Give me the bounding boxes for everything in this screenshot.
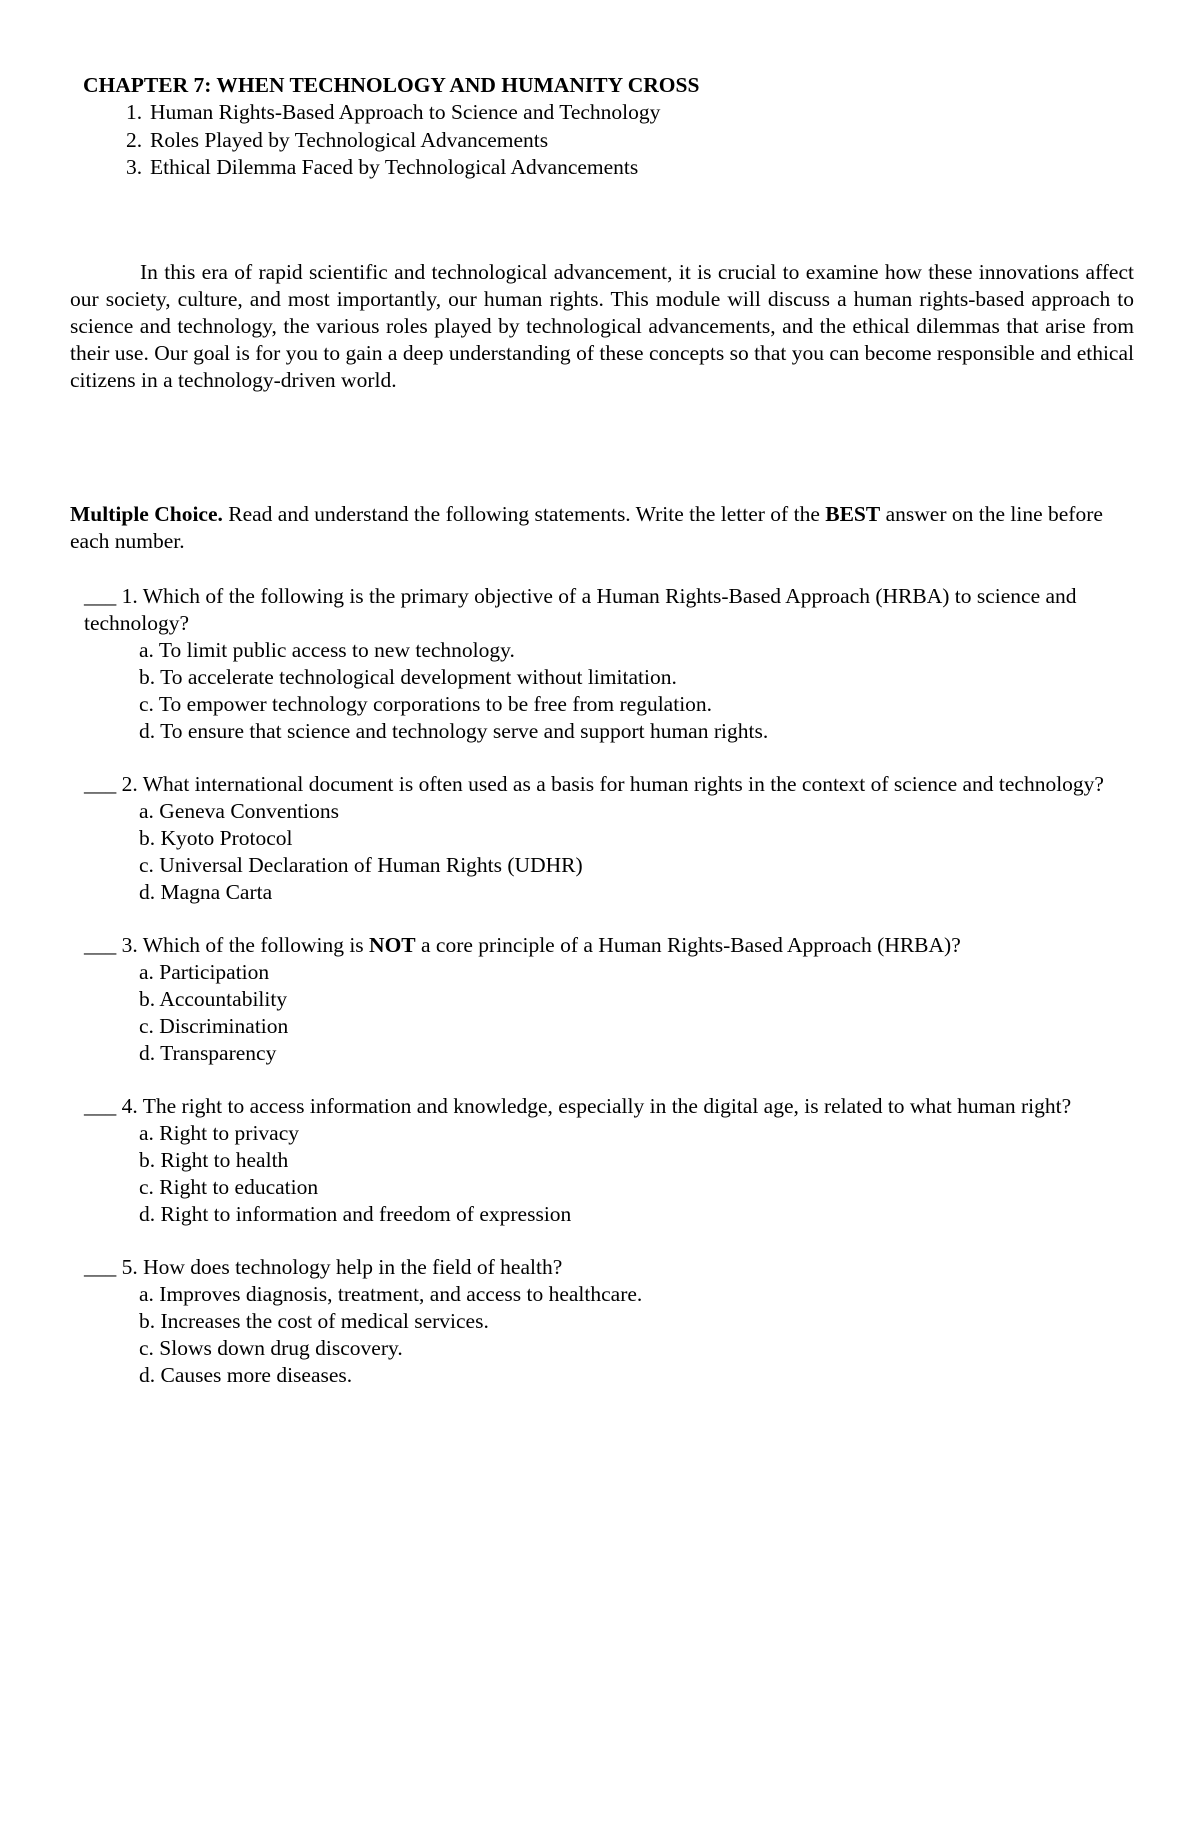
instructions bbox=[70, 501, 1134, 555]
question-stem-text: ___ 3. Which of the following is bbox=[84, 933, 370, 957]
topic-item bbox=[126, 154, 660, 182]
choice-item: a. To limit public access to new technology. bbox=[139, 638, 515, 662]
instructions-emphasis: BEST bbox=[825, 502, 881, 526]
choice-item: c. To empower technology corporations to be free from regulation. bbox=[139, 692, 713, 716]
choice-list bbox=[84, 959, 1134, 1067]
choice-item: a. Improves diagnosis, treatment, and access to healthcare. bbox=[139, 1282, 643, 1306]
instructions-label: Multiple Choice. bbox=[70, 502, 223, 526]
choice-list bbox=[84, 798, 1134, 906]
intro-paragraph: In this era of rapid scientific and technological advancement, it is crucial to examine how these innovations affect our society, culture, and most importantly, our human rights. This module will discuss a human rights-based approach to science and technology, the various roles played by technological advancements, and the ethical dilemmas that arise from their use. Our goal is for you to gain a deep understanding of these concepts so that you can become responsible and ethical citizens in a technology-driven world. bbox=[70, 260, 1134, 392]
choice-item: b. Kyoto Protocol bbox=[139, 826, 293, 850]
choice-item: c. Slows down drug discovery. bbox=[139, 1336, 403, 1360]
chapter-title: CHAPTER 7: WHEN TECHNOLOGY AND HUMANITY CROSS bbox=[83, 73, 700, 97]
question-3 bbox=[84, 932, 1134, 1067]
topic-number: 3. bbox=[126, 155, 143, 179]
topic-item bbox=[126, 127, 660, 155]
question-5 bbox=[84, 1254, 1134, 1389]
question-stem bbox=[84, 771, 1134, 798]
choice-item: a. Participation bbox=[139, 960, 270, 984]
topic-list bbox=[126, 99, 660, 182]
question-2 bbox=[84, 771, 1134, 906]
choice-item: d. To ensure that science and technology serve and support human rights. bbox=[139, 719, 769, 743]
choice-list bbox=[84, 1281, 1134, 1389]
question-stem-text: ___ 1. Which of the following is the primary objective of a Human Rights-Based Approach (HRBA) to science and technology? bbox=[84, 584, 1077, 635]
choice-item: d. Causes more diseases. bbox=[139, 1363, 353, 1387]
question-list bbox=[84, 583, 1134, 1415]
choice-item: b. Accountability bbox=[139, 987, 288, 1011]
choice-item: c. Right to education bbox=[139, 1175, 319, 1199]
choice-item: d. Right to information and freedom of expression bbox=[139, 1202, 572, 1226]
question-stem-emphasis: NOT bbox=[369, 933, 416, 957]
choice-item: c. Discrimination bbox=[139, 1014, 289, 1038]
choice-item: c. Universal Declaration of Human Rights (UDHR) bbox=[139, 853, 583, 877]
question-stem bbox=[84, 932, 1134, 959]
question-stem-text: ___ 2. What international document is often used as a basis for human rights in the context of science and technology? bbox=[84, 772, 1104, 796]
instructions-text-after: answer on the line before each number. bbox=[70, 502, 1103, 553]
choice-item: b. To accelerate technological development without limitation. bbox=[139, 665, 677, 689]
topic-text: Roles Played by Technological Advancements bbox=[150, 127, 549, 152]
question-stem bbox=[84, 1093, 1134, 1120]
topic-text: Ethical Dilemma Faced by Technological Advancements bbox=[150, 155, 639, 179]
question-1 bbox=[84, 583, 1134, 745]
choice-item: d. Magna Carta bbox=[139, 880, 273, 904]
question-stem-text-after: a core principle of a Human Rights-Based Approach (HRBA)? bbox=[415, 933, 961, 957]
topic-number: 1. bbox=[126, 100, 143, 124]
question-4 bbox=[84, 1093, 1134, 1228]
choice-item: a. Right to privacy bbox=[139, 1121, 300, 1145]
choice-item: a. Geneva Conventions bbox=[139, 799, 340, 823]
topic-item bbox=[126, 99, 660, 127]
choice-item: b. Increases the cost of medical services. bbox=[139, 1309, 489, 1333]
topic-number: 2. bbox=[126, 127, 143, 152]
question-stem bbox=[84, 583, 1134, 637]
choice-list bbox=[84, 637, 1134, 745]
choice-item: d. Transparency bbox=[139, 1041, 277, 1065]
question-stem-text: ___ 4. The right to access information and knowledge, especially in the digital age, is related to what human right? bbox=[84, 1094, 1072, 1118]
topic-text: Human Rights-Based Approach to Science and Technology bbox=[150, 100, 661, 124]
question-stem-text: ___ 5. How does technology help in the field of health? bbox=[84, 1255, 563, 1279]
question-stem bbox=[84, 1254, 1134, 1281]
choice-item: b. Right to health bbox=[139, 1148, 289, 1172]
instructions-text-before: Read and understand the following statements. Write the letter of the bbox=[222, 502, 826, 526]
choice-list bbox=[84, 1120, 1134, 1228]
